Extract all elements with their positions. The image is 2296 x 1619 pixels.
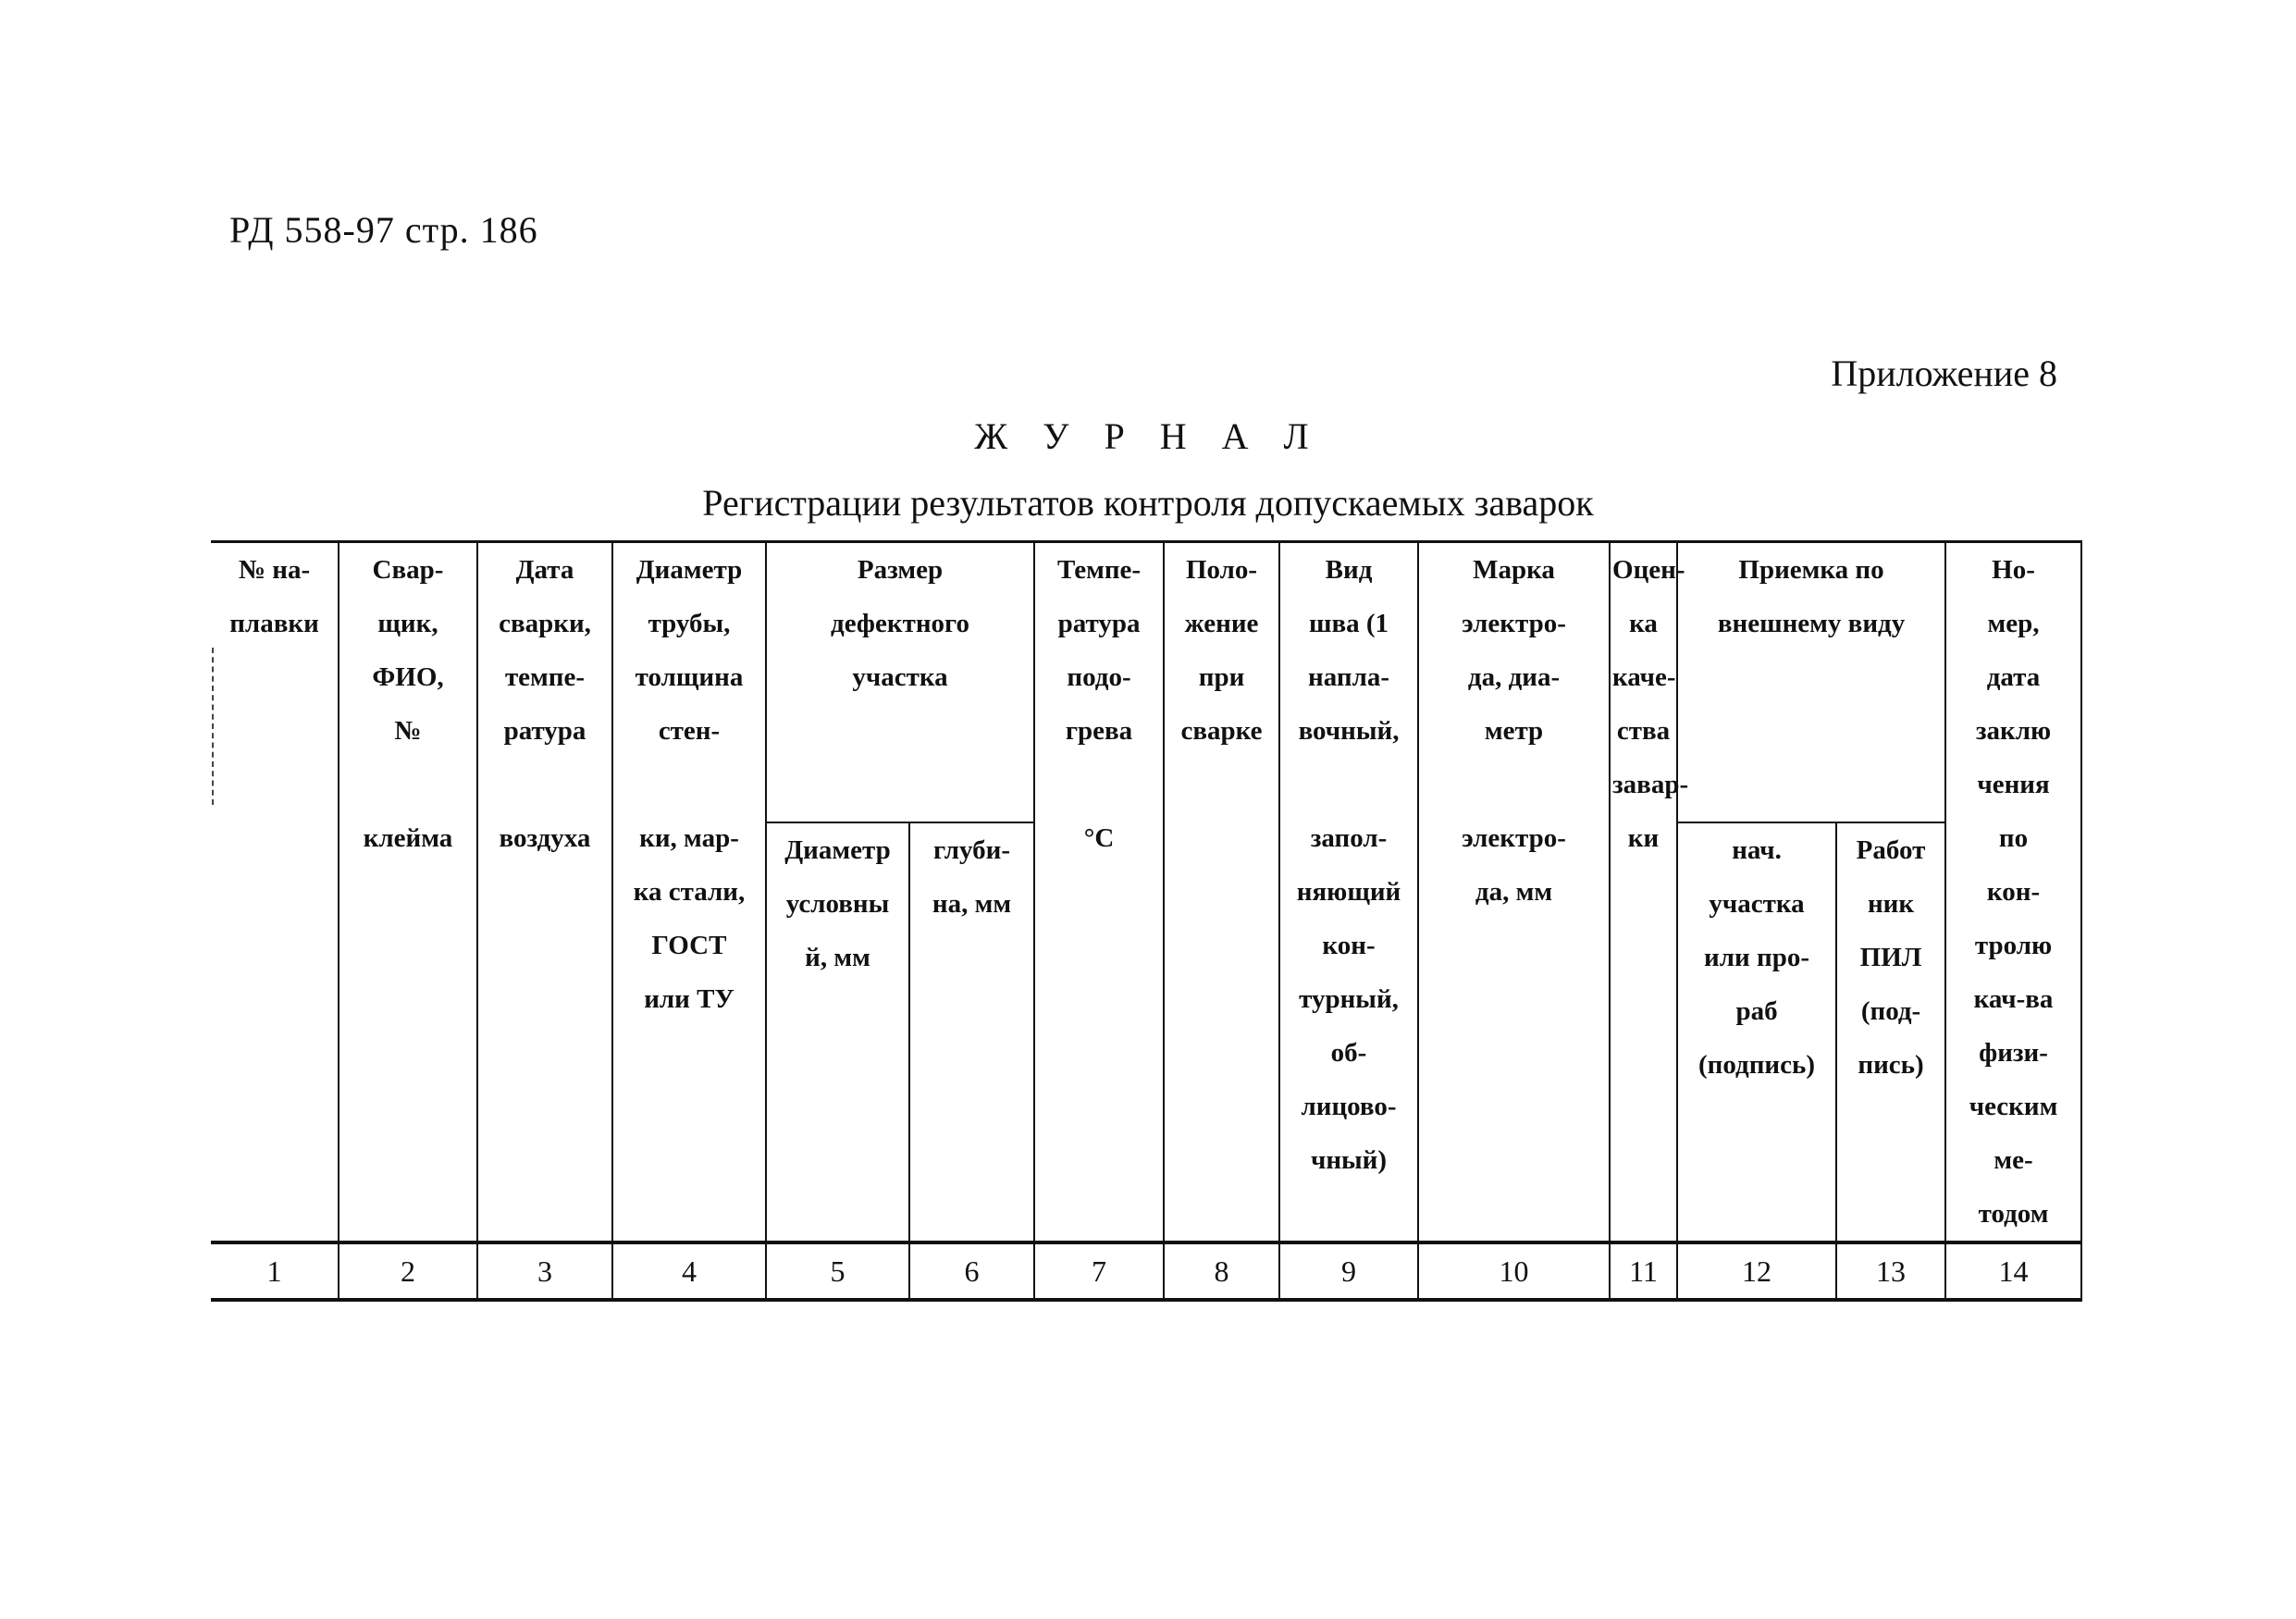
- column-number: 8: [1164, 1242, 1279, 1300]
- header-site-chief-signature: нач. участка или про- раб (подпись): [1677, 822, 1836, 1242]
- header-weld-number: № на- плавки: [211, 542, 339, 1243]
- column-number: 12: [1677, 1242, 1836, 1300]
- journal-table: [211, 540, 2082, 1302]
- column-number: 5: [766, 1242, 909, 1300]
- header-defect-size-group: Размер дефектного участка: [766, 542, 1034, 823]
- header-lab-worker-signature: Работ ник ПИЛ (под- пись): [1836, 822, 1945, 1242]
- header-pipe-diameter: Диаметр трубы, толщина стен- ки, мар- ка стали, ГОСТ или ТУ: [612, 542, 766, 1243]
- column-number: 6: [909, 1242, 1034, 1300]
- margin-mark: [212, 648, 214, 805]
- header-defect-diameter: Диаметр условны й, мм: [766, 822, 909, 1242]
- column-number: 1: [211, 1242, 339, 1300]
- column-number: 14: [1945, 1242, 2081, 1300]
- header-welder: Свар- щик, ФИО, № клейма: [339, 542, 477, 1243]
- column-number: 10: [1418, 1242, 1610, 1300]
- column-number: 3: [477, 1242, 612, 1300]
- column-number: 11: [1610, 1242, 1677, 1300]
- header-electrode-grade: Марка электро- да, диа- метр электро- да, мм: [1418, 542, 1610, 1243]
- table-header-row: [211, 542, 2081, 823]
- header-preheat-temperature: Темпе- ратура подо- грева °С: [1034, 542, 1164, 1243]
- page-header: РД 558-97 стр. 186: [229, 209, 538, 251]
- header-defect-depth: глуби- на, мм: [909, 822, 1034, 1242]
- header-visual-acceptance-group: Приемка по внешнему виду: [1677, 542, 1945, 823]
- column-number: 9: [1279, 1242, 1418, 1300]
- document-title: Ж У Р Н А Л: [974, 415, 1322, 457]
- header-welding-position: Поло- жение при сварке: [1164, 542, 1279, 1243]
- header-weld-date: Дата сварки, темпе- ратура воздуха: [477, 542, 612, 1243]
- column-number: 4: [612, 1242, 766, 1300]
- column-number: 7: [1034, 1242, 1164, 1300]
- document-subtitle: Регистрации результатов контроля допускаемых заварок: [702, 482, 1594, 524]
- header-seam-type: Вид шва (1 напла- вочный, запол- няющий кон- турный, об- лицово- чный): [1279, 542, 1418, 1243]
- column-number: 13: [1836, 1242, 1945, 1300]
- appendix-label: Приложение 8: [1831, 352, 2057, 394]
- header-physical-control-conclusion: Но- мер, дата заклю чения по кон- тролю кач-ва физи- ческим ме- тодом: [1945, 542, 2081, 1243]
- column-number-row: [211, 1242, 2081, 1300]
- column-number: 2: [339, 1242, 477, 1300]
- header-quality-assessment: Оцен- ка каче- ства завар- ки: [1610, 542, 1677, 1243]
